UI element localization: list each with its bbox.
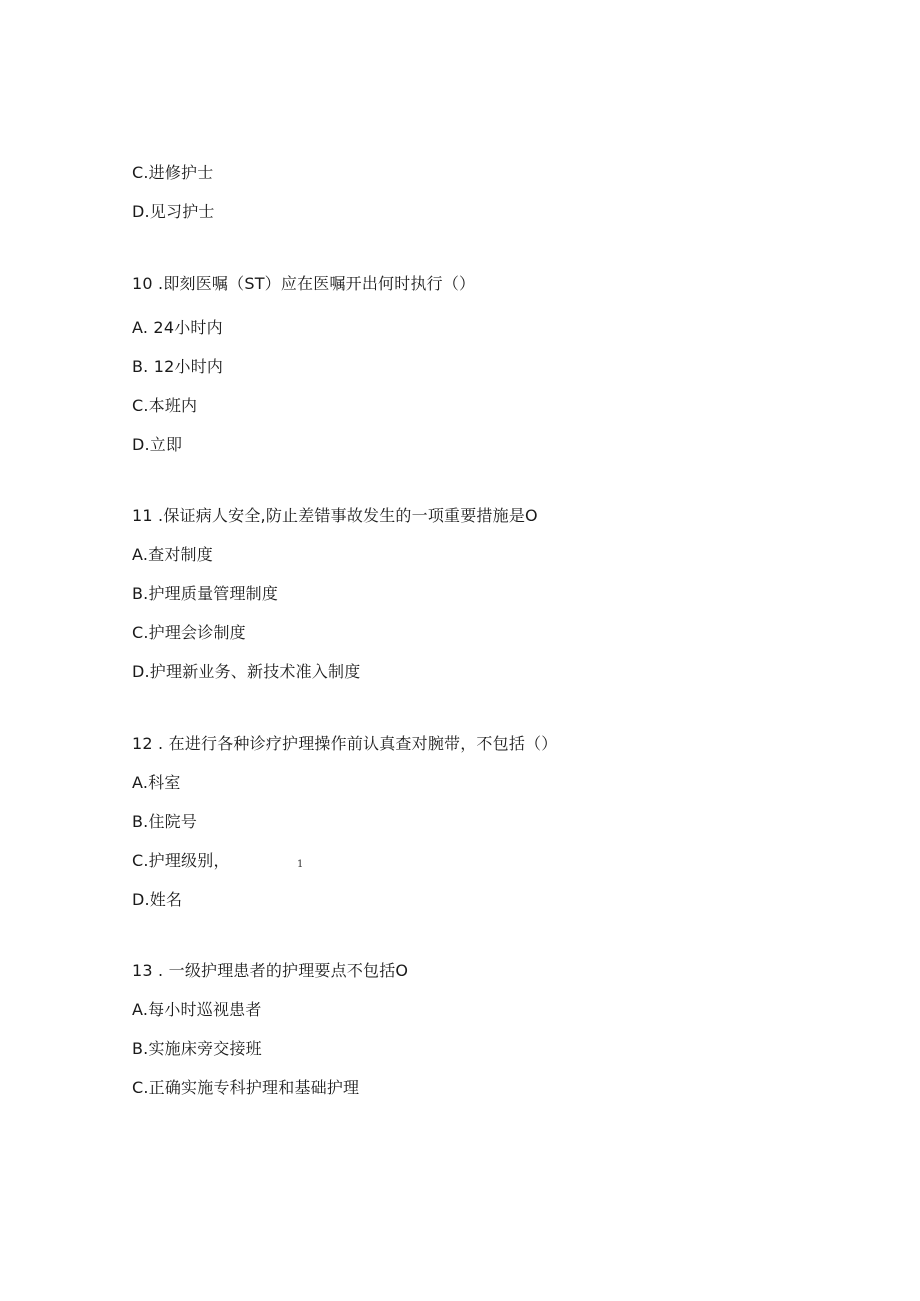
option-b-q13: B.实施床旁交接班 — [132, 1039, 262, 1058]
option-c-q10: C.本班内 — [132, 396, 198, 415]
page-number: 1 — [297, 859, 304, 870]
option-d-q12: D.姓名 — [132, 890, 183, 909]
option-c-q12: C.护理级别， — [132, 851, 230, 870]
option-a-q12: A.科室 — [132, 773, 181, 792]
question-13: 13 . 一级护理患者的护理要点不包括O — [132, 961, 409, 980]
question-12: 12 . 在进行各种诊疗护理操作前认真查对腕带，不包括（） — [132, 734, 558, 753]
option-a-q13: A.每小时巡视患者 — [132, 1000, 262, 1019]
option-c-q11: C.护理会诊制度 — [132, 623, 246, 642]
option-a-q10: A. 24小时内 — [132, 318, 223, 337]
option-d-q10: D.立即 — [132, 435, 183, 454]
option-c-q9: C.进修护士 — [132, 163, 214, 182]
question-11: 11 .保证病人安全,防止差错事故发生的一项重要措施是O — [132, 506, 538, 525]
option-b-q10: B. 12小时内 — [132, 357, 224, 376]
option-b-q11: B.护理质量管理制度 — [132, 584, 279, 603]
option-d-q9: D.见习护士 — [132, 202, 215, 221]
question-10: 10 .即刻医嘱（ST）应在医嘱开出何时执行（） — [132, 274, 476, 293]
option-b-q12: B.住院号 — [132, 812, 198, 831]
option-c-q13: C.正确实施专科护理和基础护理 — [132, 1078, 360, 1097]
option-d-q11: D.护理新业务、新技术准入制度 — [132, 662, 361, 681]
option-a-q11: A.查对制度 — [132, 545, 213, 564]
